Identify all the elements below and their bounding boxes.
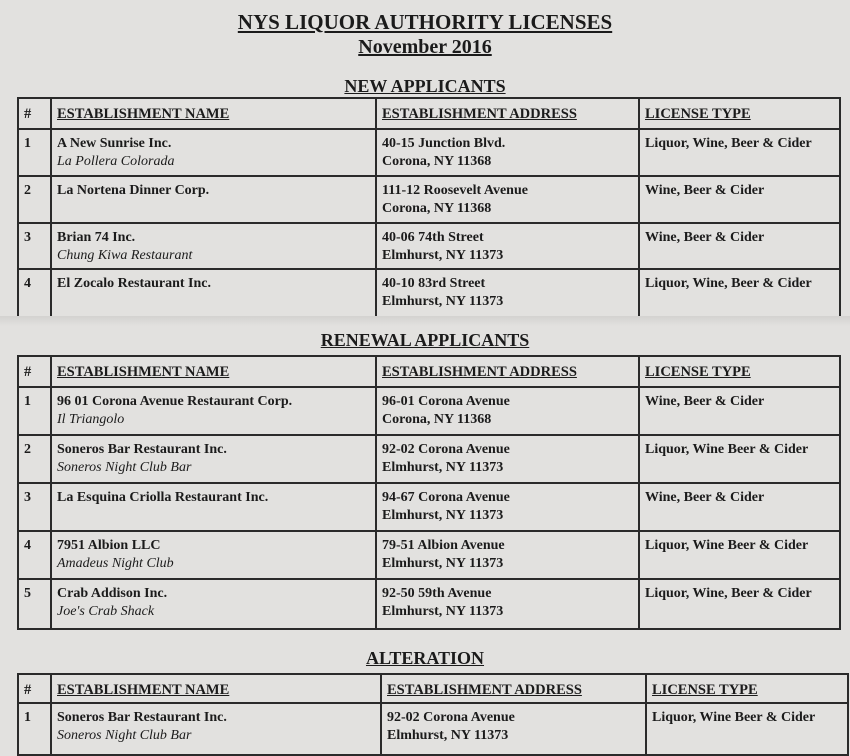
establishment-name: Crab Addison Inc. bbox=[57, 586, 168, 601]
address-street: 96-01 Corona Avenue bbox=[382, 394, 510, 409]
header-license-type: LICENSE TYPE bbox=[639, 356, 840, 387]
address-cell bbox=[376, 129, 639, 176]
establishment-name: El Zocalo Restaurant Inc. bbox=[57, 276, 211, 291]
alteration-table bbox=[17, 673, 849, 756]
table-row bbox=[18, 579, 840, 629]
establishment-cell bbox=[51, 483, 376, 531]
address-city: Elmhurst, NY 11373 bbox=[382, 556, 504, 571]
table-row bbox=[18, 269, 840, 317]
address-city: Elmhurst, NY 11373 bbox=[387, 728, 509, 743]
section-heading-new: NEW APPLICANTS bbox=[344, 76, 506, 96]
section-heading-renewal: RENEWAL APPLICANTS bbox=[320, 330, 530, 350]
row-number: 2 bbox=[18, 176, 51, 223]
address-city: Corona, NY 11368 bbox=[382, 412, 492, 427]
header-establishment-address: ESTABLISHMENT ADDRESS bbox=[376, 98, 639, 129]
establishment-cell bbox=[51, 579, 376, 629]
table-header-row bbox=[18, 674, 848, 703]
license-type: Liquor, Wine Beer & Cider bbox=[646, 703, 848, 755]
establishment-name: 7951 Albion LLC bbox=[57, 538, 161, 553]
table-row bbox=[18, 223, 840, 269]
table-row bbox=[18, 176, 840, 223]
header-number: # bbox=[18, 98, 51, 129]
address-cell bbox=[376, 579, 639, 629]
establishment-cell bbox=[51, 531, 376, 579]
license-type: Liquor, Wine Beer & Cider bbox=[639, 531, 840, 579]
license-type: Liquor, Wine, Beer & Cider bbox=[639, 269, 840, 317]
address-cell bbox=[376, 435, 639, 483]
table-row bbox=[18, 531, 840, 579]
address-street: 92-02 Corona Avenue bbox=[387, 710, 515, 725]
establishment-cell bbox=[51, 129, 376, 176]
address-cell bbox=[381, 703, 646, 755]
establishment-cell bbox=[51, 223, 376, 269]
address-street: 40-15 Junction Blvd. bbox=[382, 136, 506, 151]
address-city: Elmhurst, NY 11373 bbox=[382, 460, 504, 475]
table-header-row bbox=[18, 98, 840, 129]
row-number: 4 bbox=[18, 269, 51, 317]
address-street: 40-06 74th Street bbox=[382, 230, 484, 245]
establishment-cell bbox=[51, 435, 376, 483]
establishment-dba: La Pollera Colorada bbox=[57, 154, 175, 169]
row-number: 1 bbox=[18, 387, 51, 435]
row-number: 3 bbox=[18, 483, 51, 531]
license-type: Wine, Beer & Cider bbox=[639, 387, 840, 435]
address-city: Elmhurst, NY 11373 bbox=[382, 248, 504, 263]
header-establishment-address: ESTABLISHMENT ADDRESS bbox=[381, 674, 646, 703]
row-number: 5 bbox=[18, 579, 51, 629]
license-type: Wine, Beer & Cider bbox=[639, 176, 840, 223]
license-type: Liquor, Wine, Beer & Cider bbox=[639, 579, 840, 629]
row-number: 1 bbox=[18, 129, 51, 176]
address-street: 40-10 83rd Street bbox=[382, 276, 486, 291]
establishment-name: 96 01 Corona Avenue Restaurant Corp. bbox=[57, 394, 293, 409]
address-city: Elmhurst, NY 11373 bbox=[382, 604, 504, 619]
establishment-name: Brian 74 Inc. bbox=[57, 230, 136, 245]
section-heading-alteration: ALTERATION bbox=[365, 648, 485, 668]
establishment-name: La Nortena Dinner Corp. bbox=[57, 183, 210, 198]
address-city: Elmhurst, NY 11373 bbox=[382, 508, 504, 523]
header-license-type: LICENSE TYPE bbox=[646, 674, 848, 703]
address-cell bbox=[376, 176, 639, 223]
header-establishment-name: ESTABLISHMENT NAME bbox=[51, 674, 381, 703]
address-cell bbox=[376, 387, 639, 435]
license-type: Liquor, Wine Beer & Cider bbox=[639, 435, 840, 483]
address-street: 94-67 Corona Avenue bbox=[382, 490, 510, 505]
address-cell bbox=[376, 223, 639, 269]
table-row bbox=[18, 387, 840, 435]
establishment-dba: Il Triangolo bbox=[57, 412, 125, 427]
header-establishment-address: ESTABLISHMENT ADDRESS bbox=[376, 356, 639, 387]
header-number: # bbox=[18, 674, 51, 703]
table-header-row bbox=[18, 356, 840, 387]
header-number: # bbox=[18, 356, 51, 387]
row-number: 3 bbox=[18, 223, 51, 269]
establishment-name: Soneros Bar Restaurant Inc. bbox=[57, 442, 227, 457]
address-street: 79-51 Albion Avenue bbox=[382, 538, 505, 553]
row-number: 2 bbox=[18, 435, 51, 483]
address-city: Elmhurst, NY 11373 bbox=[382, 294, 504, 309]
table-row bbox=[18, 435, 840, 483]
establishment-dba: Soneros Night Club Bar bbox=[57, 728, 192, 743]
license-type: Liquor, Wine, Beer & Cider bbox=[639, 129, 840, 176]
address-street: 111-12 Roosevelt Avenue bbox=[382, 183, 528, 198]
establishment-cell bbox=[51, 703, 381, 755]
header-establishment-name: ESTABLISHMENT NAME bbox=[51, 356, 376, 387]
establishment-name: La Esquina Criolla Restaurant Inc. bbox=[57, 490, 269, 505]
license-type: Wine, Beer & Cider bbox=[639, 483, 840, 531]
establishment-name: A New Sunrise Inc. bbox=[57, 136, 172, 151]
table-row bbox=[18, 129, 840, 176]
address-cell bbox=[376, 269, 639, 317]
address-street: 92-50 59th Avenue bbox=[382, 586, 492, 601]
header-license-type: LICENSE TYPE bbox=[639, 98, 840, 129]
establishment-dba: Soneros Night Club Bar bbox=[57, 460, 192, 475]
establishment-dba: Joe's Crab Shack bbox=[57, 604, 155, 619]
establishment-cell bbox=[51, 387, 376, 435]
establishment-dba: Amadeus Night Club bbox=[57, 556, 174, 571]
address-street: 92-02 Corona Avenue bbox=[382, 442, 510, 457]
row-number: 4 bbox=[18, 531, 51, 579]
establishment-name: Soneros Bar Restaurant Inc. bbox=[57, 710, 227, 725]
license-type: Wine, Beer & Cider bbox=[639, 223, 840, 269]
address-cell bbox=[376, 531, 639, 579]
table-row bbox=[18, 703, 848, 755]
establishment-cell bbox=[51, 176, 376, 223]
address-cell bbox=[376, 483, 639, 531]
document-title: NYS LIQUOR AUTHORITY LICENSES bbox=[237, 10, 613, 34]
header-establishment-name: ESTABLISHMENT NAME bbox=[51, 98, 376, 129]
address-city: Corona, NY 11368 bbox=[382, 154, 492, 169]
row-number: 1 bbox=[18, 703, 51, 755]
document-subtitle: November 2016 bbox=[358, 36, 492, 58]
establishment-dba: Chung Kiwa Restaurant bbox=[57, 248, 193, 263]
renewal-applicants-table bbox=[17, 355, 841, 630]
table-row bbox=[18, 483, 840, 531]
new-applicants-table bbox=[17, 97, 841, 318]
establishment-cell bbox=[51, 269, 376, 317]
page-fold bbox=[0, 316, 850, 326]
address-city: Corona, NY 11368 bbox=[382, 201, 492, 216]
